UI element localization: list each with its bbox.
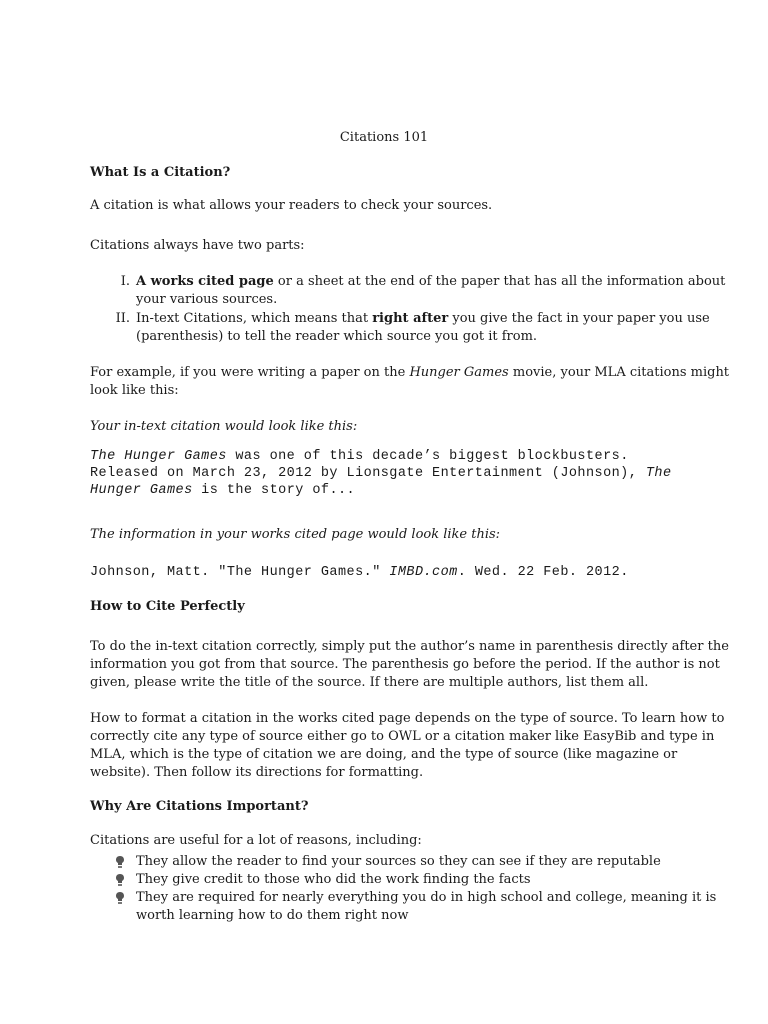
code-italic: Hunger Games (90, 483, 193, 498)
document-title: Citations 101 (339, 130, 429, 145)
bold-phrase: right after (372, 311, 449, 326)
list-item-text (136, 310, 710, 328)
paragraph-definition: A citation is what allows your readers to check your sources. (90, 198, 493, 213)
intext-label: Your in-text citation would look like this: (90, 419, 358, 434)
paragraph-line: correctly cite any type of source either go to OWL or a citation maker like EasyBib and type in (90, 729, 715, 744)
heading-why-important: Why Are Citations Important? (90, 799, 309, 814)
bullet-text: They allow the reader to find your sources so they can see if they are reputable (136, 854, 661, 869)
list-marker: II. (115, 311, 130, 326)
bullet-icon (113, 854, 127, 870)
heading-what-is-citation: What Is a Citation? (90, 165, 231, 180)
bold-phrase: A works cited page (136, 274, 274, 289)
code-italic: The (645, 466, 672, 481)
code-italic: The Hunger Games (90, 449, 227, 464)
entry-pre: Johnson, Matt. "The Hunger Games." (90, 565, 390, 580)
code-sample-line (90, 465, 672, 483)
example-post: movie, your MLA citations might (508, 365, 730, 380)
paragraph-intro: Citations are useful for a lot of reasons, including: (90, 833, 422, 848)
paragraph-line: given, please write the title of the source. If there are multiple authors, list them all. (90, 675, 649, 690)
bullet-continuation: worth learning how to do them right now (136, 908, 409, 923)
list-marker: I. (120, 274, 130, 289)
paragraph-example-continuation: look like this: (90, 383, 179, 398)
paragraph-two-parts: Citations always have two parts: (90, 238, 305, 253)
list-item-continuation: your various sources. (136, 292, 278, 307)
code-sample-line (90, 448, 629, 466)
bullet-text: They give credit to those who did the work finding the facts (136, 872, 531, 887)
list-item-text (136, 273, 725, 291)
code-text: Released on March 23, 2012 by Lionsgate Entertainment (Johnson), (90, 466, 646, 481)
works-cited-entry (90, 564, 629, 582)
heading-how-to-cite: How to Cite Perfectly (90, 599, 245, 614)
paragraph-line: MLA, which is the type of citation we are doing, and the type of source (like magazine or (90, 747, 678, 762)
example-italic-title: Hunger Games (409, 365, 509, 380)
entry-post: . Wed. 22 Feb. 2012. (457, 565, 629, 580)
list-item-rest: you give the fact in your paper you use (448, 311, 710, 326)
paragraph-line: website). Then follow its directions for formatting. (90, 765, 424, 780)
works-cited-label: The information in your works cited page would look like this: (90, 527, 501, 542)
list-item-rest: or a sheet at the end of the paper that has all the information about (273, 274, 726, 289)
paragraph-line: information you got from that source. The parenthesis go before the period. If the author is not (90, 657, 720, 672)
bullet-icon (113, 890, 127, 906)
list-item-pre: In-text Citations, which means that (136, 311, 373, 326)
paragraph-line: How to format a citation in the works cited page depends on the type of source. To learn how to (90, 711, 725, 726)
paragraph-line: To do the in-text citation correctly, simply put the author’s name in parenthesis directly after the (90, 639, 729, 654)
code-sample-line (90, 482, 355, 500)
code-text: was one of this decade’s biggest blockbusters. (226, 449, 629, 464)
example-pre: For example, if you were writing a paper on the (90, 365, 410, 380)
entry-italic: IMBD.com (389, 565, 458, 580)
bullet-icon (113, 872, 127, 888)
list-item-continuation: (parenthesis) to tell the reader which source you got it from. (136, 329, 538, 344)
bullet-text: They are required for nearly everything you do in high school and college, meaning it is (136, 890, 717, 905)
paragraph-example (90, 364, 729, 382)
code-text: is the story of... (192, 483, 356, 498)
